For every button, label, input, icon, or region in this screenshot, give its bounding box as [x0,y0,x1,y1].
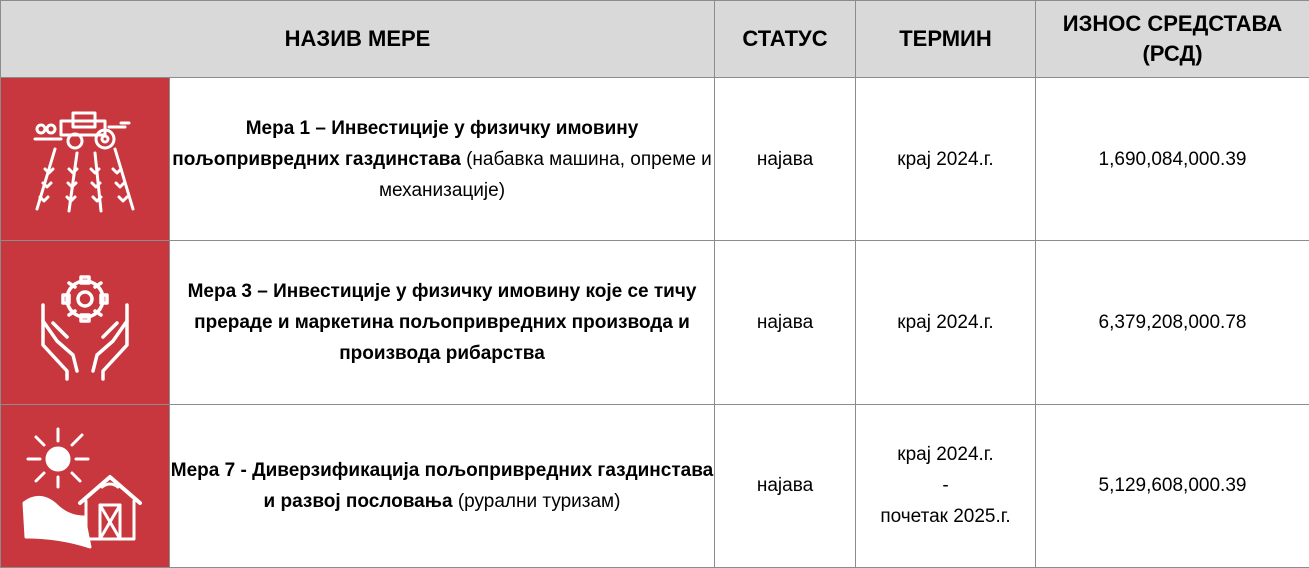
table-row [1,404,1309,567]
row-icon-cell [1,78,170,241]
measure-term-line1: крај 2024.г. [897,444,994,466]
measure-term-line3: почетак 2025.г. [880,506,1011,528]
measure-name [170,241,715,404]
table-row [1,78,1309,241]
measure-status: најава [715,78,856,241]
measure-term-line2: - [942,475,949,497]
measure-term-line1: крај 2024.г. [897,312,994,334]
measure-amount: 6,379,208,000.78 [1036,241,1309,404]
measure-amount: 1,690,084,000.39 [1036,78,1309,241]
measure-name-normal: (рурални туризам) [452,490,621,512]
measure-name-bold: Мера 7 - Диверзификација пољопривредних газдинстава и развој пословања [170,459,714,512]
sun-barn-icon [20,421,150,551]
measure-term [856,241,1036,404]
table-row [1,241,1309,404]
measure-amount: 5,129,608,000.39 [1036,404,1309,567]
header-amount-line2: (РСД) [1142,41,1203,67]
measure-status: најава [715,241,856,404]
header-amount [1036,1,1309,78]
header-amount-line1: ИЗНОС СРЕДСТАВА [1062,11,1283,37]
measure-term-line1: крај 2024.г. [897,148,994,170]
header-status: СТАТУС [715,1,856,78]
measure-name-bold: Мера 1 – Инвестиције у физичку имовину пољопривредних газдинстава [172,117,639,170]
measure-term [856,78,1036,241]
measure-term [856,404,1036,567]
measure-name-bold: Мера 3 – Инвестиције у физичку имовину које се тичу прераде и маркетина пољопривредних производа и производа рибарства [187,281,697,365]
measure-name [170,78,715,241]
table-header-row [1,1,1309,78]
measure-status: најава [715,404,856,567]
row-icon-cell [1,404,170,567]
header-term: ТЕРМИН [856,1,1036,78]
tractor-field-icon [25,99,145,219]
hands-gear-icon [23,261,147,385]
measure-name [170,404,715,567]
header-name: НАЗИВ МЕРЕ [1,1,715,78]
row-icon-cell [1,241,170,404]
measure-name-normal: (набавка машина, опреме и механизације) [378,148,712,201]
